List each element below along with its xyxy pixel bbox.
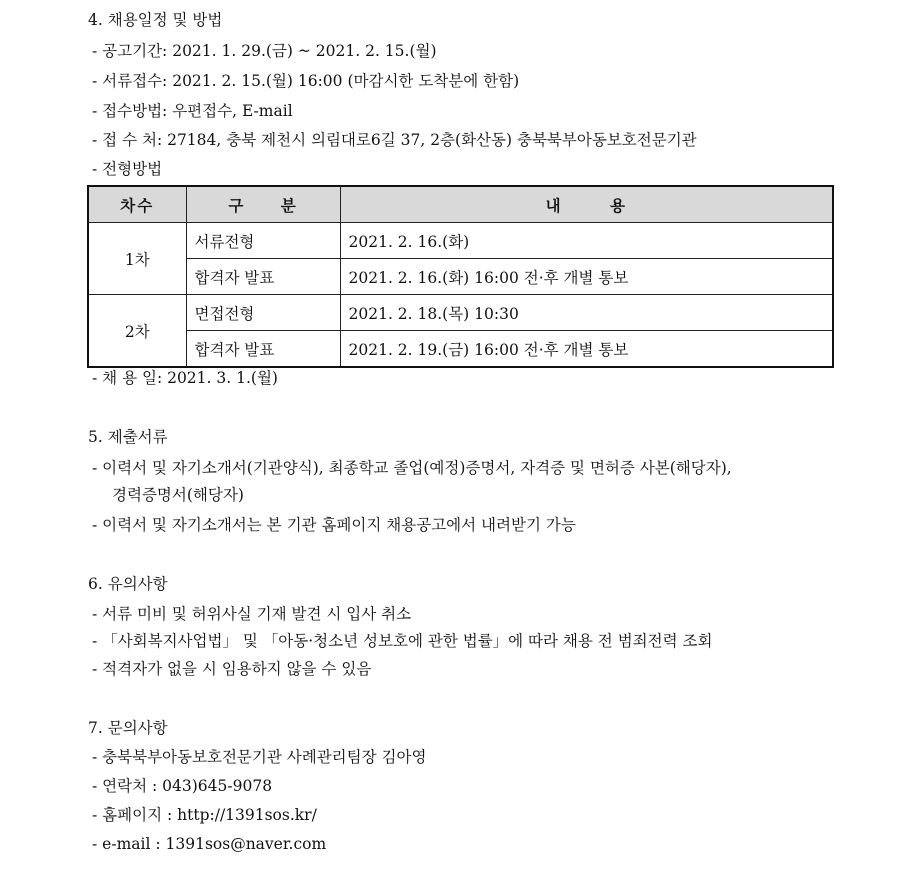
stage-type-cell: 합격자 발표	[186, 259, 340, 295]
section4-item-submission: - 서류접수: 2021. 2. 15.(월) 16:00 (마감시한 도착분에 한함)	[92, 72, 520, 90]
section6-item: - 서류 미비 및 허위사실 기재 발견 시 입사 취소	[92, 605, 412, 623]
section4-heading: 4. 채용일정 및 방법	[88, 11, 223, 29]
section5-item-download: - 이력서 및 자기소개서는 본 기관 홈페이지 채용공고에서 내려받기 가능	[92, 516, 576, 534]
header-content: 내 용	[340, 186, 833, 223]
stage-type-cell: 면접전형	[186, 295, 340, 331]
section4-item-selection: - 전형방법	[92, 160, 163, 178]
section5-item-documents: - 이력서 및 자기소개서(기관양식), 최종학교 졸업(예정)증명서, 자격증 및 면허증 사본(해당자),	[92, 459, 732, 477]
section4-item-method: - 접수방법: 우편접수, E-mail	[92, 102, 293, 120]
section6-item: - 적격자가 없을 시 임용하지 않을 수 있음	[92, 660, 372, 678]
section4-hire-date: - 채 용 일: 2021. 3. 1.(월)	[92, 369, 278, 387]
section4-item-period: - 공고기간: 2021. 1. 29.(금) ~ 2021. 2. 15.(월)	[92, 42, 437, 60]
stage-content-cell: 2021. 2. 19.(금) 16:00 전·후 개별 통보	[340, 331, 833, 368]
stage-content-cell: 2021. 2. 16.(화) 16:00 전·후 개별 통보	[340, 259, 833, 295]
table-row	[88, 331, 833, 368]
round-cell: 2차	[88, 295, 186, 368]
header-round: 차수	[88, 186, 186, 223]
stage-content-cell: 2021. 2. 18.(목) 10:30	[340, 295, 833, 331]
stage-type-cell: 합격자 발표	[186, 331, 340, 368]
table-row	[88, 295, 833, 331]
table-row	[88, 259, 833, 295]
table-header-row	[88, 186, 833, 223]
stage-content-cell: 2021. 2. 16.(화)	[340, 223, 833, 259]
section7-item-phone: - 연락처 : 043)645-9078	[92, 777, 273, 795]
section6-item: - 「사회복지사업법」 및 「아동·청소년 성보호에 관한 법률」에 따라 채용 전 범죄전력 조회	[92, 632, 713, 650]
header-category: 구 분	[186, 186, 340, 223]
selection-schedule-table	[87, 185, 834, 368]
section7-item-homepage: - 홈페이지 : http://1391sos.kr/	[92, 806, 317, 824]
section7-item-contact-person: - 충북북부아동보호전문기관 사례관리팀장 김아영	[92, 748, 427, 766]
stage-type-cell: 서류전형	[186, 223, 340, 259]
section6-heading: 6. 유의사항	[88, 575, 168, 593]
section7-item-email: - e-mail : 1391sos@naver.com	[92, 835, 327, 853]
section7-heading: 7. 문의사항	[88, 719, 168, 737]
section5-heading: 5. 제출서류	[88, 428, 168, 446]
table-row	[88, 223, 833, 259]
section4-item-address: - 접 수 처: 27184, 충북 제천시 의림대로6길 37, 2층(화산동) 충북북부아동보호전문기관	[92, 131, 697, 149]
section5-item-documents-cont: 경력증명서(해당자)	[112, 486, 244, 504]
round-cell: 1차	[88, 223, 186, 295]
